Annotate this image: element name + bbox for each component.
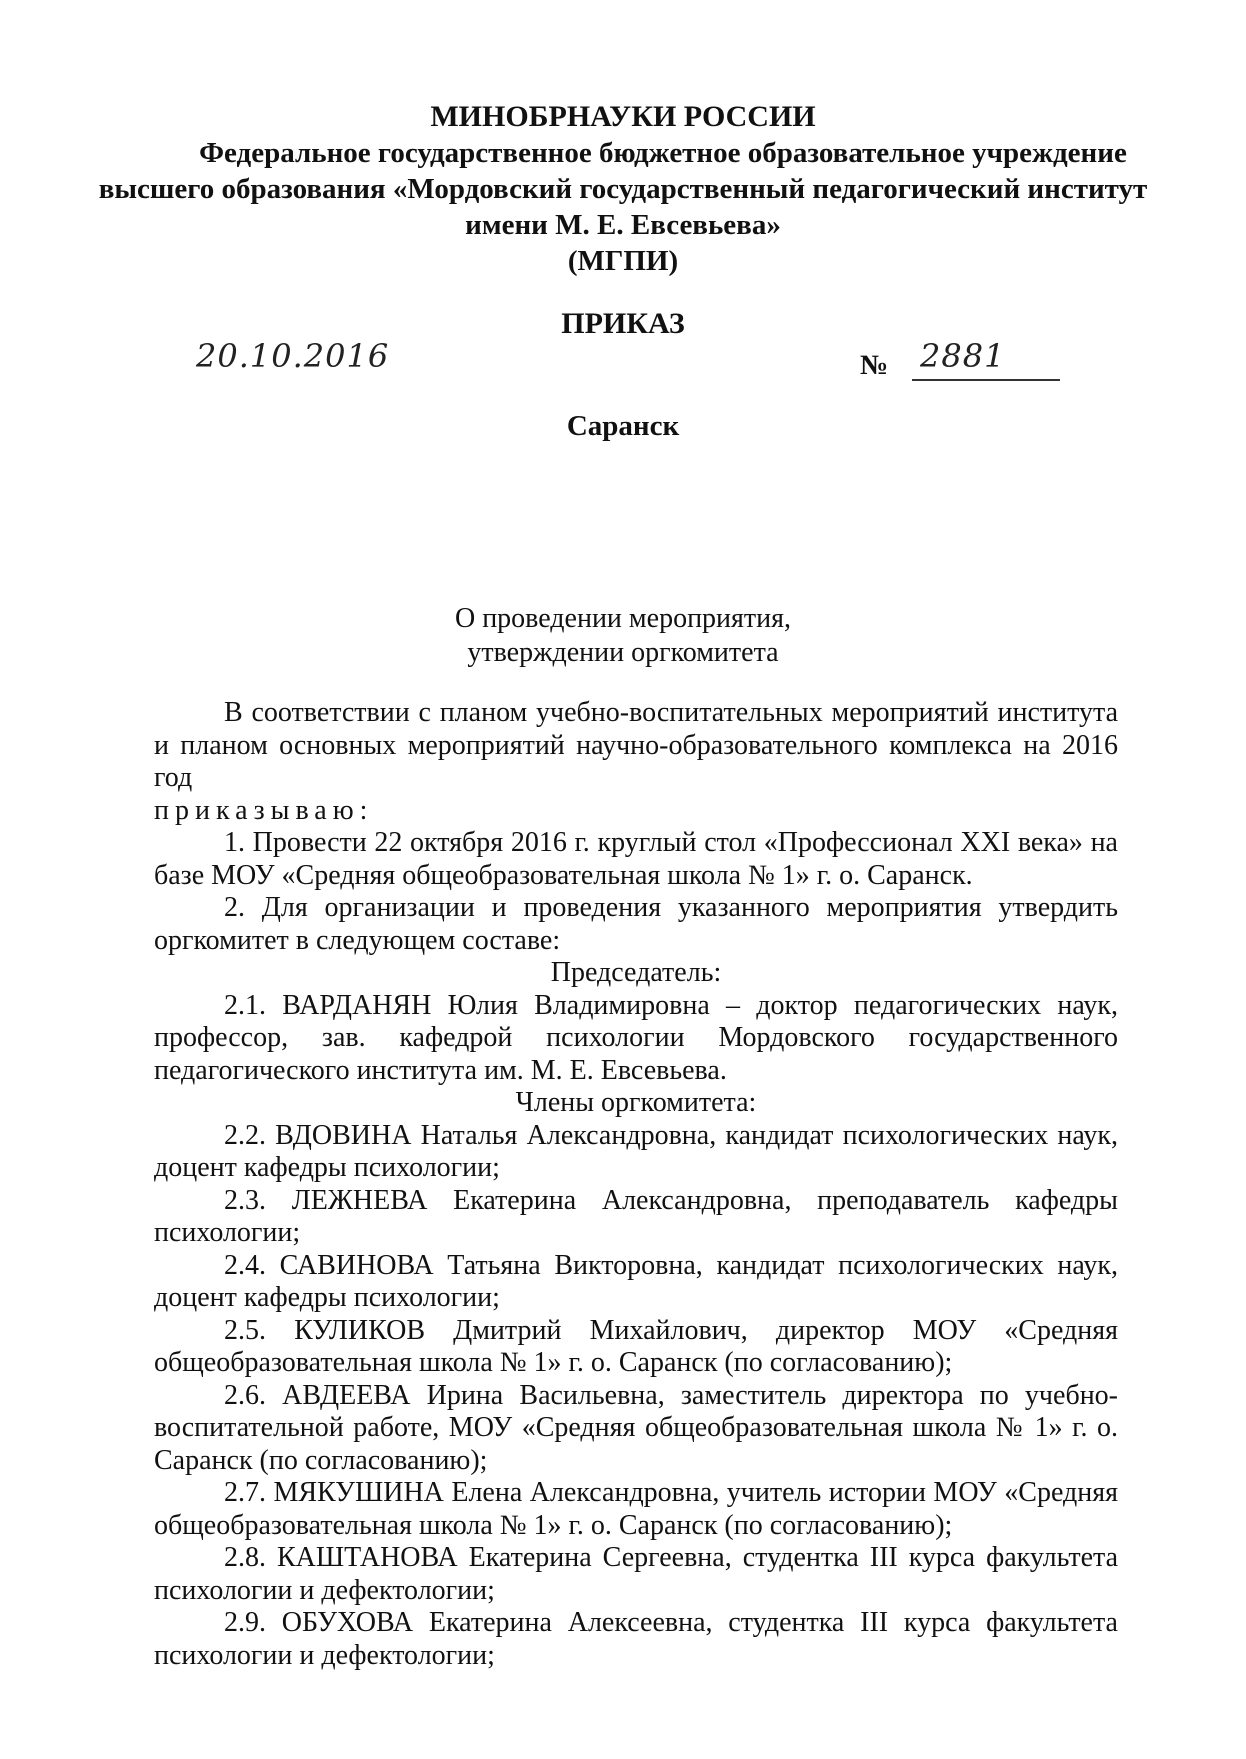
- order-word: приказываю:: [154, 794, 374, 826]
- subject-line-2: утверждении оргкомитета: [467, 637, 779, 668]
- number-label: №: [860, 350, 889, 381]
- ministry-title: МИНОБРНАУКИ РОССИИ: [430, 100, 816, 133]
- chairman-heading: Председатель:: [550, 957, 722, 988]
- preamble: В соответствии с планом учебно-воспитательных мероприятий института и планом основных мероприятий научно-образовательного комплекса на 2016 год: [154, 697, 1118, 793]
- handwritten-date: 20.10.2016: [196, 337, 390, 375]
- institution-abbreviation: (МГПИ): [567, 245, 679, 277]
- members-heading: Члены оргкомитета:: [515, 1087, 757, 1118]
- document-type: ПРИКАЗ: [561, 307, 685, 340]
- institution-line-1: Федеральное государственное бюджетное образовательное учреждение: [199, 137, 1127, 169]
- item-1: 1. Провести 22 октября 2016 г. круглый стол «Профессионал XXI века» на базе МОУ «Средняя общеобразовательная школа № 1» г. о. Саранск.: [154, 827, 1118, 891]
- member-item: 2.7. МЯКУШИНА Елена Александровна, учитель истории МОУ «Средняя общеобразовательная школа № 1» г. о. Саранск (по согласованию);: [154, 1477, 1118, 1541]
- institution-line-2: высшего образования «Мордовский государственный педагогический институт: [98, 173, 1148, 205]
- member-item: 2.9. ОБУХОВА Екатерина Алексеевна, студентка III курса факультета психологии и дефектологии;: [154, 1607, 1118, 1671]
- member-item: 2.6. АВДЕЕВА Ирина Васильевна, заместитель директора по учебно-воспитательной работе, МОУ «Средняя общеобразовательная школа № 1» г. о. Саранск (по согласованию);: [154, 1379, 1118, 1476]
- handwritten-number: 2881: [920, 337, 1006, 375]
- member-item: 2.5. КУЛИКОВ Дмитрий Михайлович, директор МОУ «Средняя общеобразовательная школа № 1» г. о. Саранск (по согласованию);: [154, 1314, 1118, 1378]
- item-2: 2. Для организации и проведения указанного мероприятия утвердить оргкомитет в следующем составе:: [154, 892, 1118, 956]
- city: Саранск: [566, 410, 680, 442]
- order-body: [154, 697, 1118, 1672]
- member-item: 2.8. КАШТАНОВА Екатерина Сергеевна, студентка III курса факультета психологии и дефектологии;: [154, 1542, 1118, 1606]
- subject-line-1: О проведении мероприятия,: [454, 603, 792, 634]
- member-item: 2.4. САВИНОВА Татьяна Викторовна, кандидат психологических наук, доцент кафедры психологии;: [154, 1249, 1118, 1313]
- member-item: 2.3. ЛЕЖНЕВА Екатерина Александровна, преподаватель кафедры психологии;: [154, 1184, 1118, 1248]
- member-item: 2.1. ВАРДАНЯН Юлия Владимировна – доктор педагогических наук, профессор, зав. кафедрой психологии Мордовского государственного педагогического института им. М. Е. Евсевьева.: [154, 989, 1118, 1086]
- number-underline: [912, 379, 1060, 381]
- institution-line-3: имени М. Е. Евсевьева»: [465, 209, 781, 241]
- member-item: 2.2. ВДОВИНА Наталья Александровна, кандидат психологических наук, доцент кафедры психологии;: [154, 1119, 1118, 1183]
